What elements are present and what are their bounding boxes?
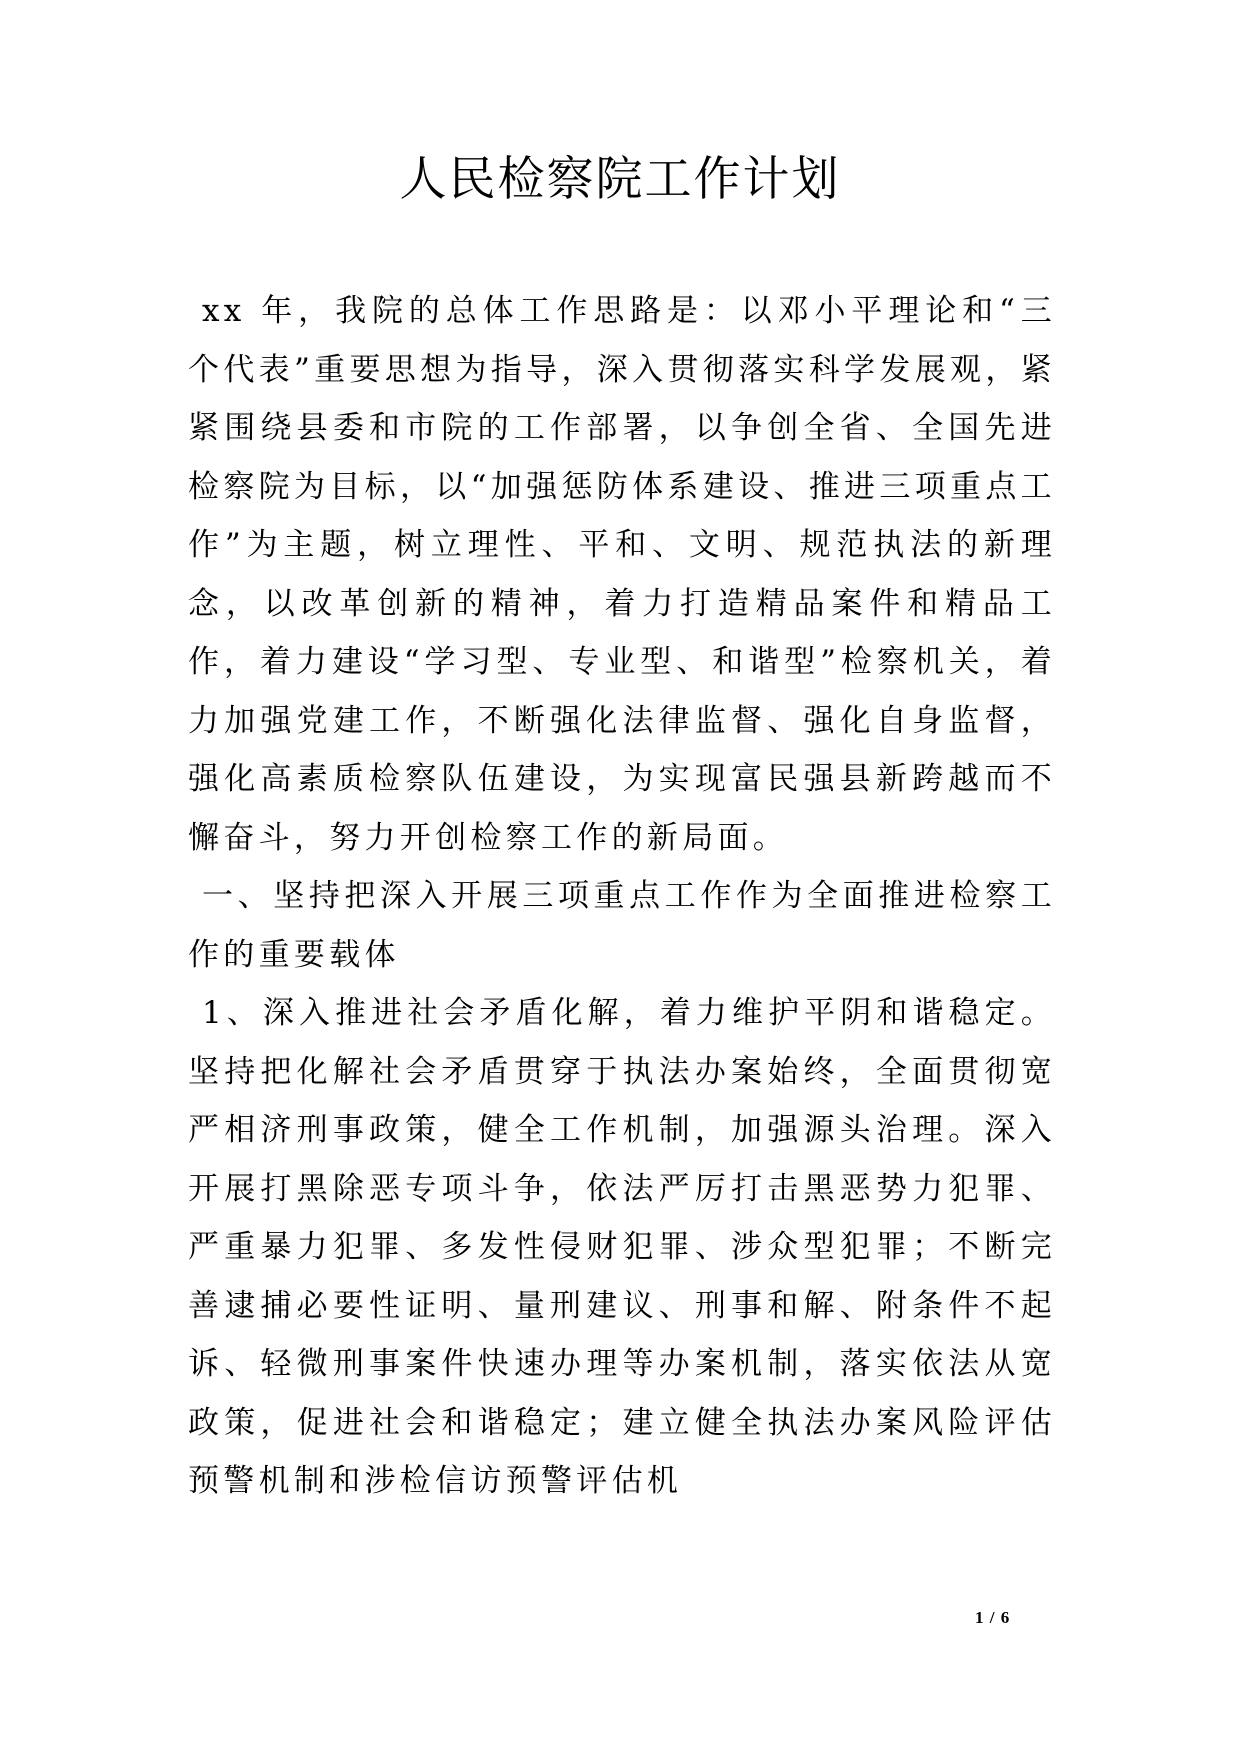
- document-title: 人民检察院工作计划: [399, 152, 841, 207]
- intro-paragraph: xx 年，我院的总体工作思路是：以邓小平理论和“三个代表”重要思想为指导，深入贯彻落实科学发展观，紧紧围绕县委和市院的工作部署，以争创全省、全国先进检察院为目标，以“加强惩防体系建设、推进三项重点工作”为主题，树立理性、平和、文明、规范执法的新理念，以改革创新的精神，着力打造精品案件和精品工作，着力建设“学习型、专业型、和谐型”检察机关，着力加强党建工作，不断强化法律监督、强化自身监督，强化高素质检察队伍建设，为实现富民强县新跨越而不懈奋斗，努力开创检察工作的新局面。: [188, 293, 1056, 856]
- document-body: [188, 282, 1056, 1511]
- item-paragraph-1: 1、深入推进社会矛盾化解，着力维护平阴和谐稳定。坚持把化解社会矛盾贯穿于执法办案始终，全面贯彻宽严相济刑事政策，健全工作机制，加强源头治理。深入开展打黑除恶专项斗争，依法严厉打击黑恶势力犯罪、严重暴力犯罪、多发性侵财犯罪、涉众型犯罪；不断完善逮捕必要性证明、量刑建议、刑事和解、附条件不起诉、轻微刑事案件快速办理等办案机制，落实依法从宽政策，促进社会和谐稳定；建立健全执法办案风险评估预警机制和涉检信访预警评估机: [188, 995, 1056, 1499]
- page-number: 1 / 6: [975, 1608, 1011, 1627]
- section-heading-1: 一、坚持把深入开展三项重点工作作为全面推进检察工作的重要载体: [188, 878, 1056, 973]
